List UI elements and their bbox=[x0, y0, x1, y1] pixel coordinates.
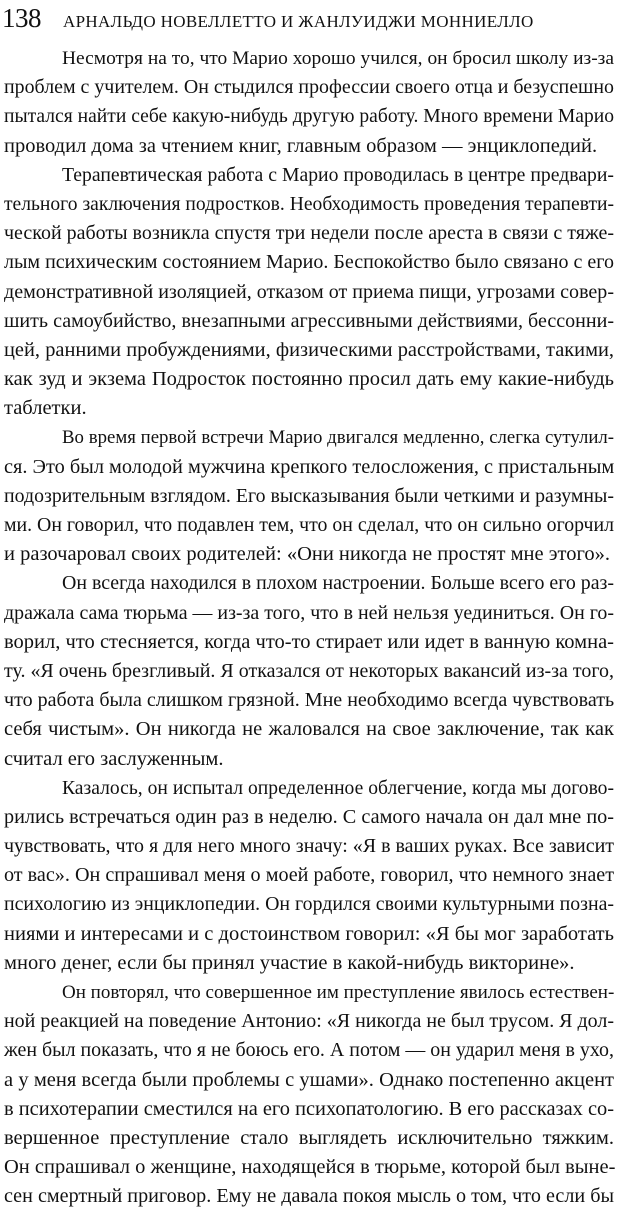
text-line: ной реакцией на поведение Антонио: «Я никогда не был трусом. Я дол- bbox=[4, 1010, 614, 1033]
text-line: шить самоубийство, внезапными агрессивными действиями, бессонни- bbox=[4, 309, 614, 332]
text-line: как зуд и экзема Подросток постоянно просил дать ему какие-нибудь bbox=[4, 368, 614, 391]
text-line: а у меня всегда были проблемы с ушами». Однако постепенно акцент bbox=[4, 1068, 614, 1091]
text-line: Он спрашивал о женщине, находящейся в тюрьме, которой был выне- bbox=[4, 1156, 616, 1179]
text-line: ми. Он говорил, что подавлен тем, что он сделал, что он сильно огорчил bbox=[4, 514, 614, 536]
text-line: вершенное преступление стало выглядеть исключительно тяжким. bbox=[4, 1126, 614, 1149]
text-line: ческой работы возникла спустя три недели после ареста в связи с тяже- bbox=[4, 222, 614, 245]
page-number: 138 bbox=[2, 3, 41, 33]
text-line: психологию из энциклопедии. Он гордился своими культурными позна- bbox=[4, 893, 614, 916]
text-line: жен был показать, что я не боюсь его. А потом — он ударил меня в ухо, bbox=[4, 1039, 614, 1062]
page-body-text bbox=[4, 44, 616, 1212]
text-line: проводил дома за чтением книг, главным образом — энциклопедий. bbox=[4, 134, 598, 157]
text-line: от вас». Он спрашивал меня о моей работе, говорил, что немного знает bbox=[4, 864, 614, 887]
text-line: проблем с учителем. Он стыдился профессии своего отца и безуспешно bbox=[4, 76, 614, 99]
text-line: сен смертный приговор. Ему не давала покоя мысль о том, что если бы bbox=[4, 1185, 614, 1208]
text-line: в психотерапии сместился на его психопатологию. В его рассказах со- bbox=[4, 1097, 614, 1120]
text-line: чувствовать, что я для него много значу: «Я в ваших руках. Все зависит bbox=[4, 835, 614, 858]
text-line: что работа была слишком грязной. Мне необходимо всегда чувствовать bbox=[4, 689, 615, 712]
text-line: ту. «Я очень брезгливый. Я отказался от некоторых вакансий из-за того, bbox=[4, 659, 614, 682]
text-line: рились встречаться один раз в неделю. С самого начала он дал мне по- bbox=[4, 805, 614, 828]
text-line: Несмотря на то, что Марио хорошо учился, он бросил школу из-за bbox=[62, 48, 614, 69]
text-line: дражала сама тюрьма — из-за того, что в ней нельзя уединиться. Он го- bbox=[4, 601, 614, 624]
text-line: ся. Это был молодой мужчина крепкого телосложения, с пристальным bbox=[4, 455, 615, 478]
text-line: тельного заключения подростков. Необходимость проведения терапевти- bbox=[4, 193, 614, 215]
text-line: Казалось, он испытал определенное облегчение, когда мы догово- bbox=[62, 777, 614, 799]
running-title: АРНАЛЬДО НОВЕЛЛЕТТО И ЖАНЛУИДЖИ МОННИЕЛЛО bbox=[63, 12, 534, 31]
text-line: считал его заслуженным. bbox=[4, 747, 224, 770]
text-line: таблетки. bbox=[4, 397, 87, 420]
text-line: пытался найти себе какую-нибудь другую работу. Много времени Марио bbox=[4, 106, 614, 128]
text-line: цей, ранними пробуждениями, физическими расстройствами, такими, bbox=[4, 338, 614, 361]
text-line: и разочаровал своих родителей: «Они никогда не простят мне этого». bbox=[4, 543, 610, 566]
text-line: лым психическим состоянием Марио. Беспокойство было связано с его bbox=[4, 251, 614, 274]
text-line: подозрительным взглядом. Его высказывания были четкими и разумны- bbox=[4, 484, 614, 507]
running-head bbox=[2, 2, 534, 36]
text-line: ворил, что стесняется, когда что-то стирает или идет в ванную комна- bbox=[4, 630, 614, 653]
text-line: много денег, если бы принял участие в какой-нибудь викторине». bbox=[4, 951, 575, 974]
text-line: Во время первой встречи Марио двигался медленно, слегка сутулил- bbox=[62, 427, 614, 449]
text-line: себя чистым». Он никогда не жаловался на свое заключение, так как bbox=[4, 718, 614, 741]
text-line: Он повторял, что совершенное им преступление явилось естествен- bbox=[62, 982, 615, 1003]
text-line: Терапевтическая работа с Марио проводилась в центре предвари- bbox=[62, 163, 614, 186]
text-line: ниями и интересами и с достоинством говорил: «Я бы мог заработать bbox=[4, 922, 614, 945]
text-line: Он всегда находился в плохом настроении. Больше всего его раз- bbox=[62, 572, 614, 595]
text-line: демонстративной изоляцией, отказом от приема пищи, угрозами совер- bbox=[4, 280, 614, 303]
